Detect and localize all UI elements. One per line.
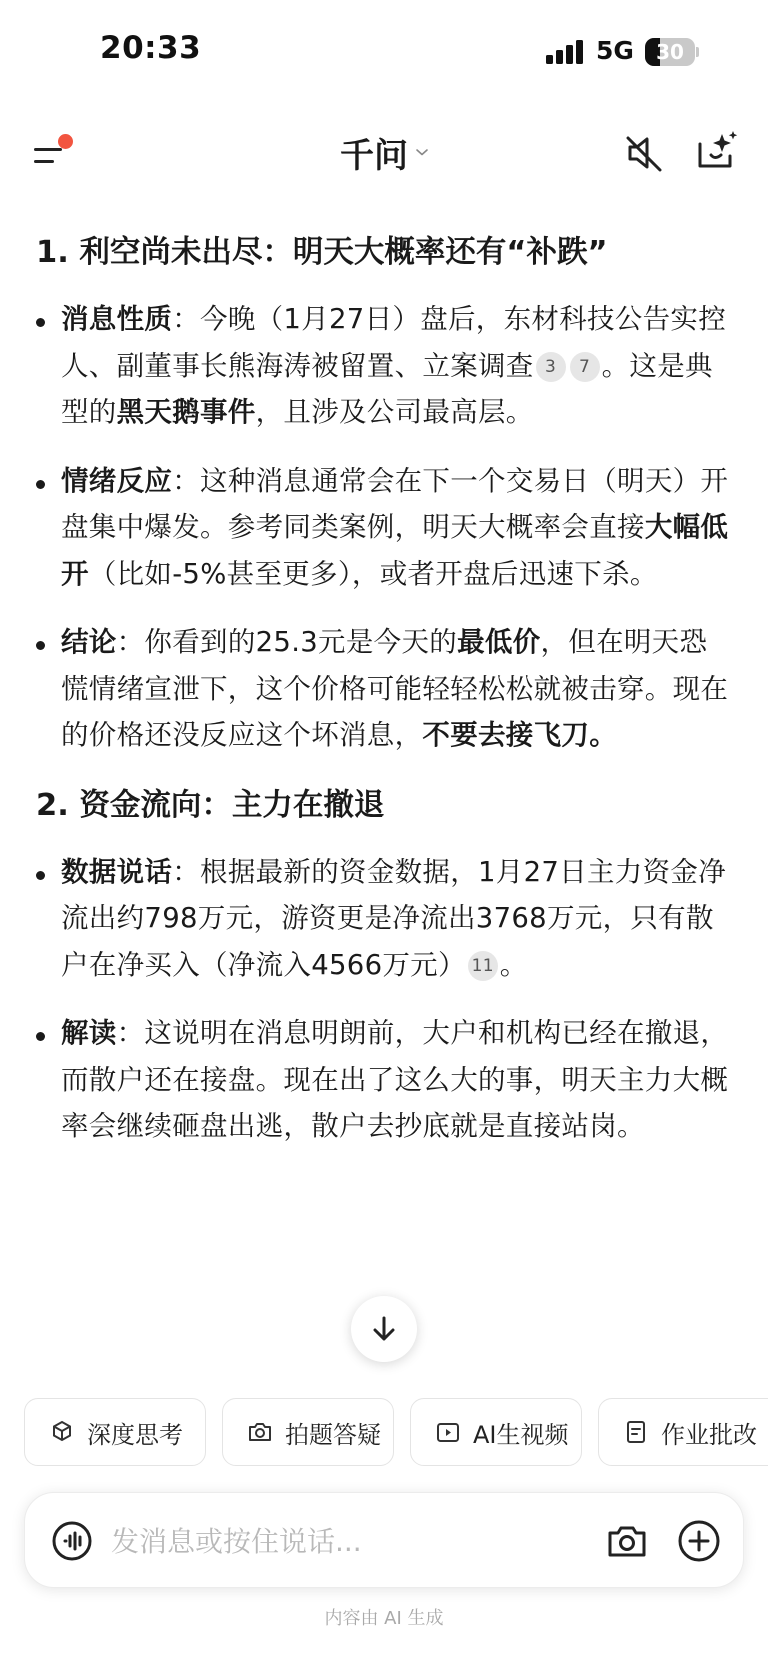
chip-deep-think[interactable]: [24, 1398, 206, 1466]
homework-check-icon: [623, 1419, 649, 1445]
menu-button[interactable]: [30, 134, 76, 174]
chip-ai-video[interactable]: [410, 1398, 582, 1466]
ai-disclaimer: 内容由 AI 生成: [324, 1608, 444, 1629]
voice-icon[interactable]: [51, 1520, 93, 1562]
chip-label: 作业批改: [661, 1420, 757, 1449]
chip-label: 拍题答疑: [285, 1420, 381, 1449]
battery-percent: 30: [656, 40, 684, 64]
list-item: [36, 458, 732, 598]
bullet-dot: [36, 871, 45, 880]
new-chat-sparkle-icon: [692, 128, 742, 178]
network-type: 5G: [596, 36, 634, 65]
quick-action-chips: [24, 1398, 768, 1466]
chip-homework-check[interactable]: [598, 1398, 768, 1466]
bullet-dot: [36, 318, 45, 327]
chip-label: AI生视频: [473, 1420, 569, 1449]
scroll-to-bottom-button[interactable]: [351, 1296, 417, 1362]
notification-dot: [58, 134, 73, 149]
video-add-icon: [435, 1419, 461, 1445]
bullet-text: 结论：你看到的25.3元是今天的最低价，但在明天恐慌情绪宣泄下，这个价格可能轻轻松松就被击穿。现在的价格还没反应这个坏消息，不要去接飞刀。: [61, 626, 729, 751]
mute-icon: [620, 128, 670, 178]
cellular-signal-icon: [546, 40, 586, 64]
list-item: [36, 1010, 732, 1150]
bullet-text: 数据说话：根据最新的资金数据，1月27日主力资金净流出约798万元，游资更是净流出3768万元，只有散户在净买入（净流入4566万元） 11 。: [61, 855, 727, 981]
bullet-text: 情绪反应：这种消息通常会在下一个交易日（明天）开盘集中爆发。参考同类案例，明天大概率会直接大幅低开（比如-5%甚至更多），或者开盘后迅速下杀。: [61, 464, 729, 590]
new-chat-button[interactable]: [692, 128, 742, 178]
section-heading: 1. 利空尚未出尽：明天大概率还有“补跌”: [36, 235, 608, 270]
citation-badge[interactable]: 3: [536, 352, 566, 382]
bullet-dot: [36, 480, 45, 489]
model-selector[interactable]: [340, 128, 430, 176]
list-item: [36, 849, 732, 989]
menu-icon: [34, 148, 62, 151]
plus-icon[interactable]: [677, 1519, 721, 1563]
bullet-text: 消息性质：今晚（1月27日）盘后，东材科技公告实控人、副董事长熊海涛被留置、立案调查 3 7 。这是典型的黑天鹅事件，且涉及公司最高层。: [61, 303, 727, 428]
message-composer: [24, 1492, 744, 1588]
list-item: [36, 619, 732, 759]
arrow-down-icon: [369, 1314, 399, 1344]
mute-button[interactable]: [620, 128, 670, 178]
camera-icon[interactable]: [605, 1519, 649, 1563]
chip-label: 深度思考: [87, 1420, 183, 1449]
bullet-dot: [36, 641, 45, 650]
citation-badge[interactable]: 11: [468, 951, 498, 981]
list-item: [36, 296, 732, 436]
assistant-message: [0, 212, 768, 1172]
status-time: 20:33: [100, 30, 202, 66]
battery-icon: [645, 38, 699, 66]
section-heading: 2. 资金流向：主力在撤退: [36, 787, 385, 823]
bullet-text: 解读：这说明在消息明朗前，大户和机构已经在撤退，而散户还在接盘。现在出了这么大的事，明天主力大概率会继续砸盘出逃，散户去抄底就是直接站岗。: [61, 1017, 729, 1142]
camera-question-icon: [247, 1419, 273, 1445]
status-bar: [0, 0, 768, 100]
citation-badge[interactable]: 7: [570, 352, 600, 382]
message-input[interactable]: [111, 1515, 591, 1567]
bullet-dot: [36, 1032, 45, 1041]
deep-think-icon: [49, 1419, 75, 1445]
chevron-down-icon: [414, 146, 430, 158]
chip-photo-question[interactable]: [222, 1398, 394, 1466]
app-title: 千问: [340, 135, 408, 176]
app-header: [0, 110, 768, 200]
